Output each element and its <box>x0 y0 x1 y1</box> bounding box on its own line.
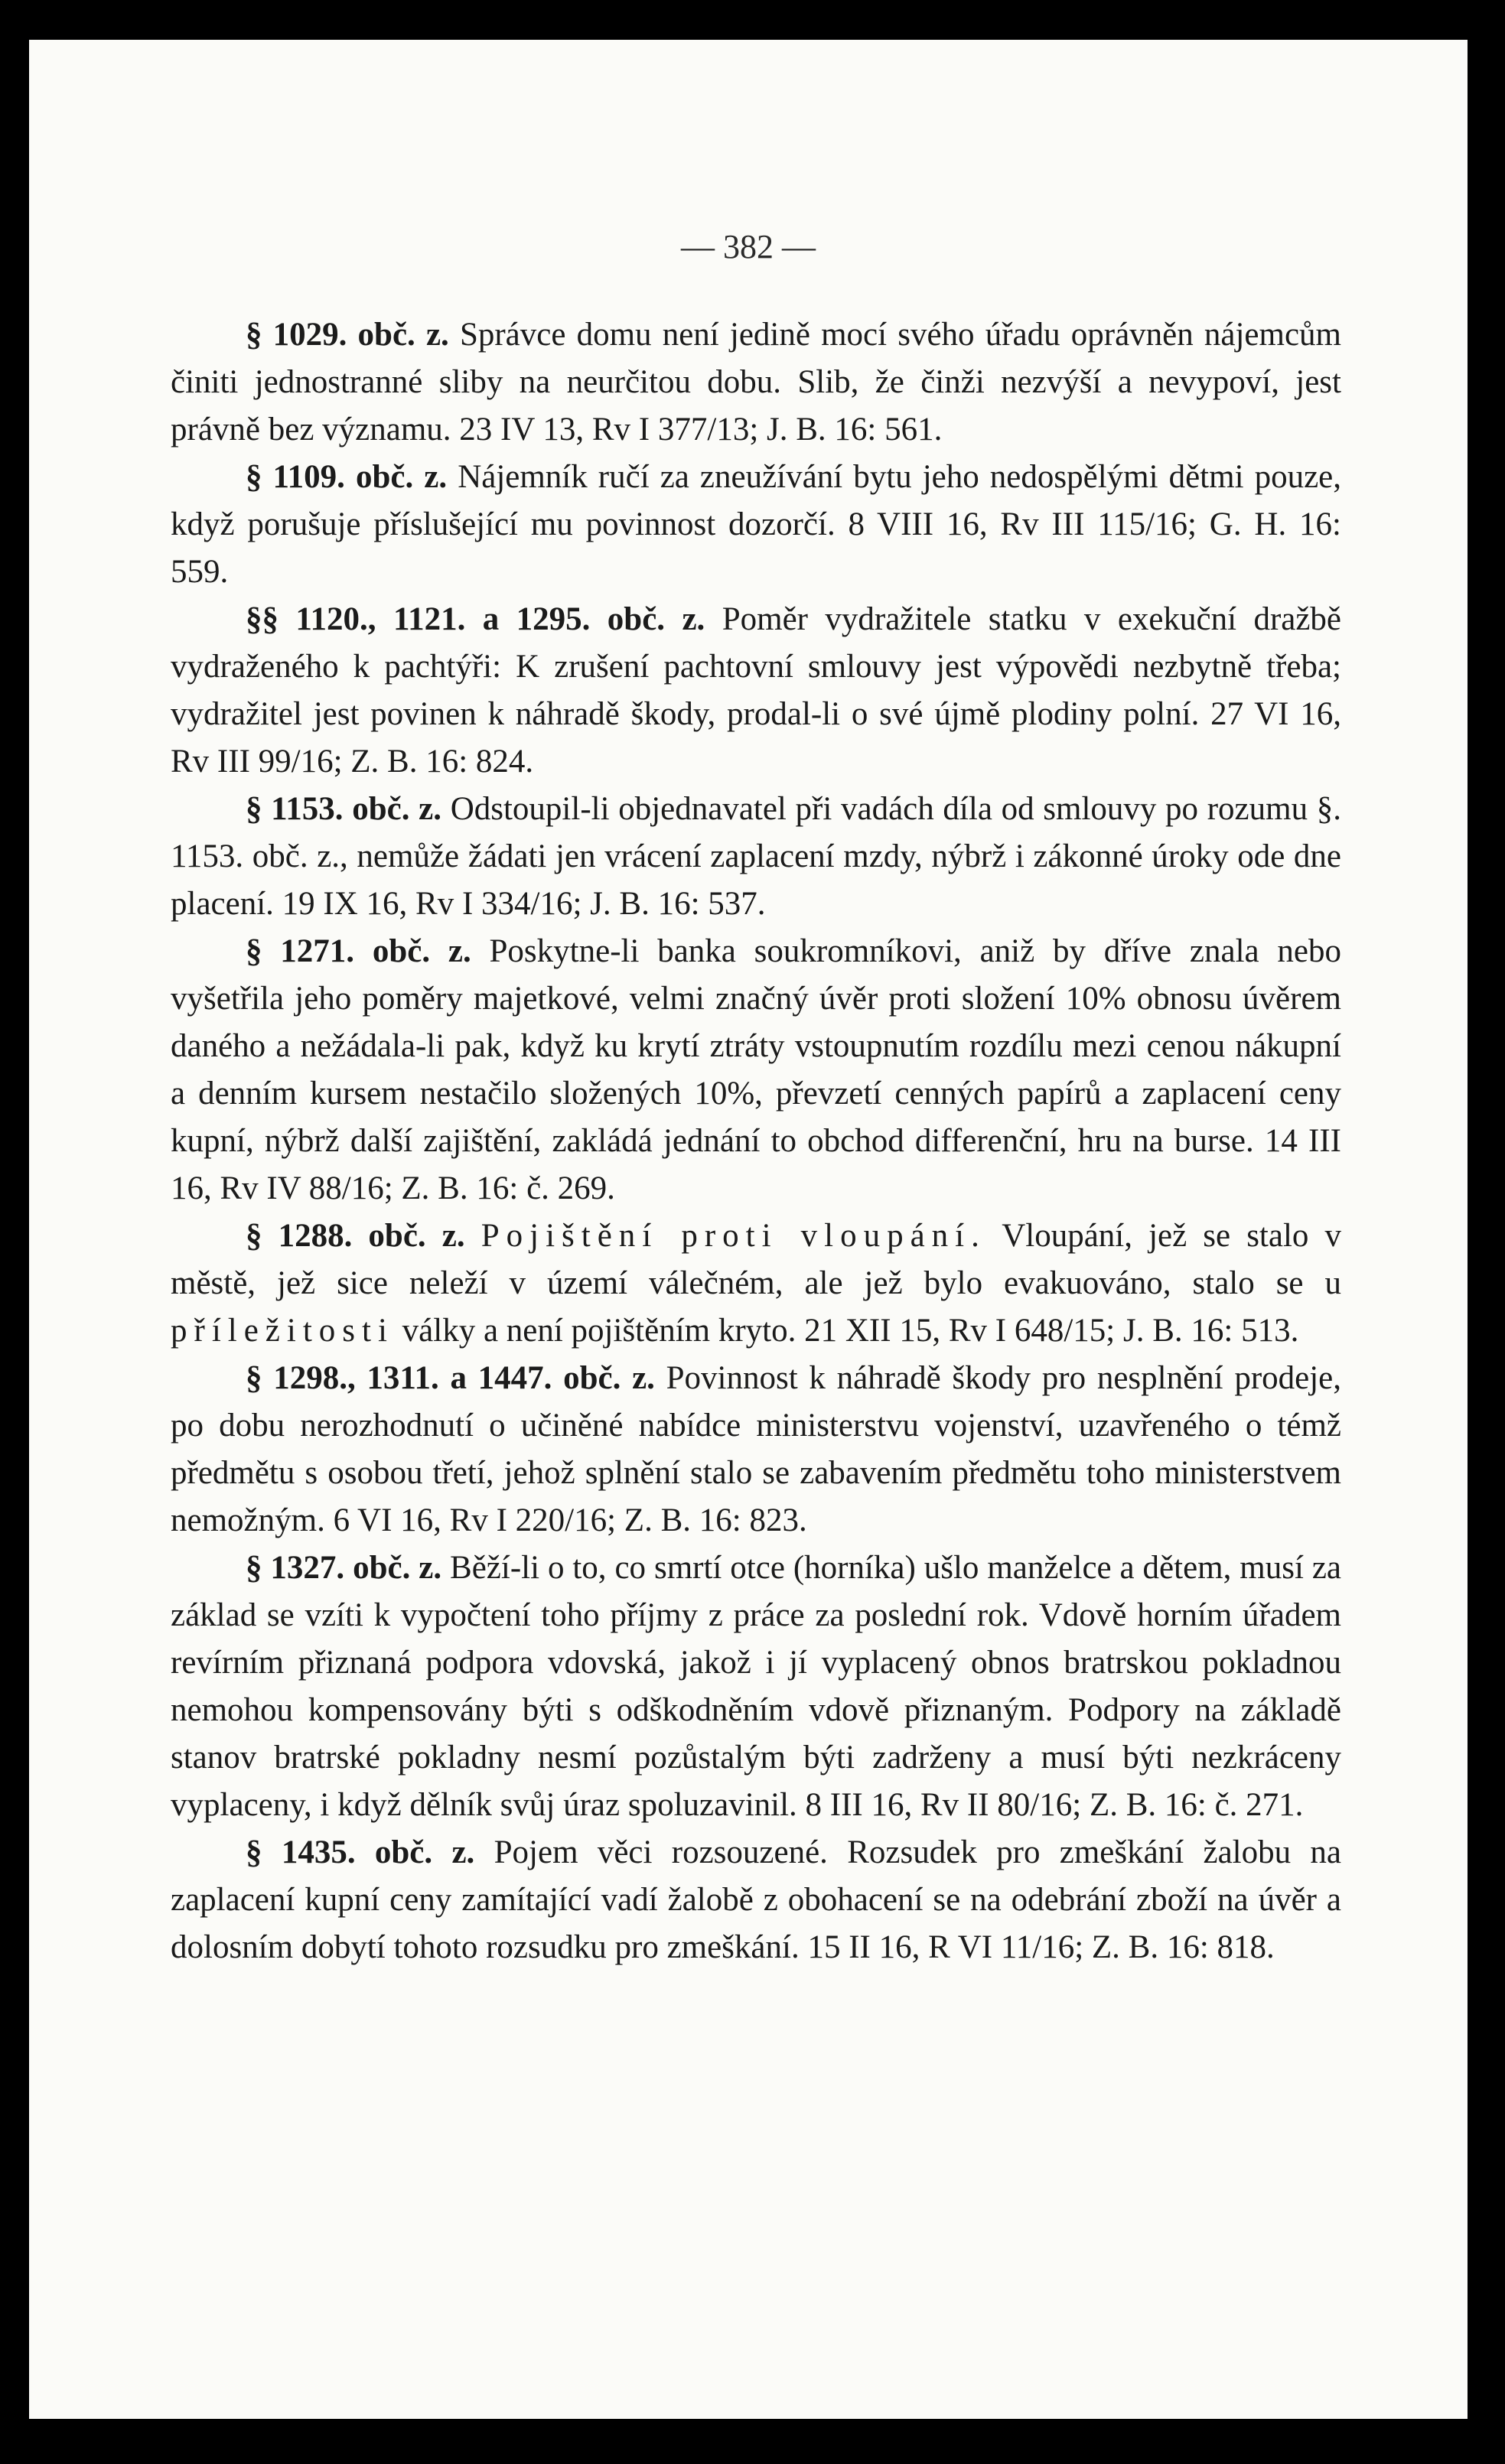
entry-text: Pojem věci rozsouzené. Rozsudek pro zmeškání žalobu na zaplacení kupní ceny zamítající vadí žalobě z obohacení se na odebrání zboží na úvěr a dolosním dobytí tohoto rozsudku pro zmeškání. 15 II 16, R VI 11/16; Z. B. 16: 818. <box>171 1834 1342 1965</box>
entry-text-before: Vloupání, jež se stalo v městě, jež sice neleží v území válečném, ale jež bylo evakuováno, stalo se u <box>171 1218 1342 1301</box>
section-heading: § 1153. obč. z. <box>246 791 441 827</box>
section-heading: § 1271. obč. z. <box>246 933 471 969</box>
section-heading: § 1109. obč. z. <box>246 459 448 495</box>
entry-text: Odstoupil-li objednavatel při vadách díla od smlouvy po rozumu §. 1153. obč. z., nemůže žádati jen vrácení zaplacení mzdy, nýbrž i zákonné úroky ode dne placení. 19 IX 16, Rv I 334/16; J. B. 16: 537. <box>171 791 1342 922</box>
section-heading: § 1288. obč. z. <box>246 1218 465 1254</box>
entry-text: Poměr vydražitele statku v exekuční dražbě vydraženého k pachtýři: K zrušení pachtovní smlouvy jest výpovědi nezbytně třeba; vydražitel jest povinen k náhradě škody, prodal-li o své újmě plodiny polní. 27 VI 16, Rv III 99/16; Z. B. 16: 824. <box>171 601 1342 780</box>
section-heading: § 1298., 1311. a 1447. obč. z. <box>246 1360 655 1396</box>
spaced-word: příležitosti <box>171 1313 394 1349</box>
entry-text: Správce domu není jedině mocí svého úřadu oprávněn nájemcům činiti jednostranné sliby na neurčitou dobu. Slib, že činži nezvýší a nevypoví, jest právně bez významu. 23 IV 13, Rv I 377/13; J. B. 16: 561. <box>171 317 1341 448</box>
page <box>29 40 1468 2419</box>
page-number: — 382 — <box>681 228 816 265</box>
entry-text: Nájemník ručí za zneužívání bytu jeho nedospělými dětmi pouze, když porušuje příslušející mu povinnost dozorčí. 8 VIII 16, Rv III 115/16; G. H. 16: 559. <box>171 459 1341 590</box>
entry-1327 <box>171 1544 1341 1829</box>
entry-1109 <box>171 454 1341 596</box>
entry-text: Běží-li o to, co smrtí otce (horníka) ušlo manželce a dětem, musí za základ se vzíti k vypočtení toho příjmy z práce za poslední rok. Vdově horním úřadem revírním přiznaná podpora vdovská, jakož i jí vyplacený obnos bratrskou pokladnou nemohou kompensovány býti s odškodněním vdově přiznaným. Podpory na základě stanov bratrské pokladny nesmí pozůstalým býti zadrženy a musí býti nezkráceny vyplaceny, i když dělník svůj úraz spoluzavinil. 8 III 16, Rv II 80/16; Z. B. 16: č. 271. <box>171 1550 1342 1823</box>
entry-1271 <box>171 928 1341 1212</box>
entry-1435 <box>171 1829 1341 1971</box>
text-body <box>171 311 1341 1971</box>
entry-text: Poskytne-li banka soukromníkovi, aniž by dříve znala nebo vyšetřila jeho poměry majetkové, velmi značný úvěr proti složení 10% obnosu úvěrem daného a nežádala-li pak, když ku krytí ztráty vstoupnutím rozdílu mezi cenou nákupní a denním kursem nestačilo složených 10%, převzetí cenných papírů a zaplacení ceny kupní, nýbrž další zajištění, zakládá jednání to obchod differenční, hru na burse. 14 III 16, Rv IV 88/16; Z. B. 16: č. 269. <box>171 933 1342 1206</box>
section-heading: § 1029. obč. z. <box>246 317 449 353</box>
spaced-title: Pojištění proti vloupání. <box>480 1218 986 1254</box>
entry-1029 <box>171 311 1341 454</box>
entry-1298 <box>171 1355 1341 1544</box>
section-heading: §§ 1120., 1121. a 1295. obč. z. <box>246 601 705 637</box>
entry-text: Povinnost k náhradě škody pro nesplnění prodeje, po dobu nerozhodnutí o učiněné nabídce ministerstvu vojenství, uzavřeného o témž předmětu s osobou třetí, jehož splnění stalo se zabavením předmětu toho ministerstvem nemožným. 6 VI 16, Rv I 220/16; Z. B. 16: 823. <box>171 1360 1342 1538</box>
entry-1153 <box>171 786 1341 928</box>
section-heading: § 1327. obč. z. <box>246 1550 442 1586</box>
section-heading: § 1435. obč. z. <box>246 1834 475 1870</box>
entry-1120 <box>171 596 1341 786</box>
entry-1288 <box>171 1212 1341 1355</box>
entry-text-after: války a není pojištěním kryto. 21 XII 15, Rv I 648/15; J. B. 16: 513. <box>402 1313 1299 1349</box>
